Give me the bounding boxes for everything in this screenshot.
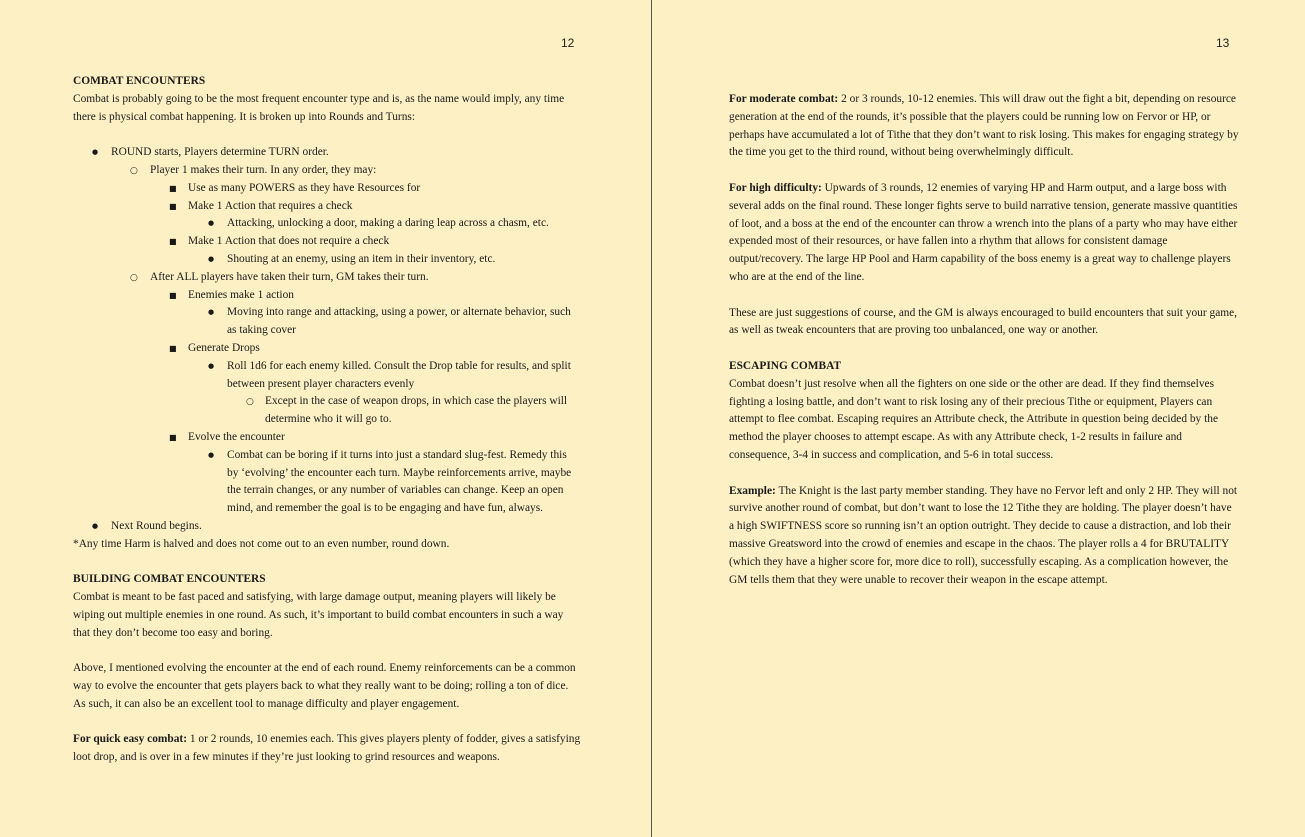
combat-round-list	[73, 144, 583, 536]
bullet-square-icon	[169, 429, 177, 448]
list-item: ○ After ALL players have taken their turn, GM takes their turn.	[73, 269, 583, 287]
list-item: ● ROUND starts, Players determine TURN order.	[73, 144, 583, 162]
high-difficulty-paragraph	[729, 180, 1239, 287]
list-item: ● Shouting at an enemy, using an item in their inventory, etc.	[73, 251, 583, 269]
list-item: ■ Make 1 Action that requires a check	[73, 198, 583, 216]
building-paragraph-2: Above, I mentioned evolving the encounter at the end of each round. Enemy reinforcements can be a common way to evolve the encounter that gets players back to what they really want to be doing; rolling a ton of dice. As such, it can also be an excellent tool to manage difficulty and player engagement.	[73, 662, 576, 710]
bullet-disc-icon	[208, 304, 214, 324]
left-page-content	[73, 73, 583, 767]
bullet-square-icon	[169, 180, 177, 199]
list-item: ○ Player 1 makes their turn. In any order, they may:	[73, 162, 583, 180]
bullet-square-icon	[169, 340, 177, 359]
list-item: ■ Generate Drops	[73, 340, 583, 358]
bullet-square-icon	[169, 233, 177, 252]
bullet-disc-icon	[92, 518, 98, 538]
right-page	[652, 0, 1305, 837]
list-item: ● Combat can be boring if it turns into just a standard slug-fest. Remedy this by ‘evolving’ the encounter each turn. Maybe reinforcements arrive, maybe the terrain changes, or any number of variables can change. Keep an open mind, and remember the goal is to be engaging and have fun, always.	[73, 447, 583, 518]
moderate-combat-text: 2 or 3 rounds, 10-12 enemies. This will draw out the fight a bit, depending on resource generation at the end of the rounds, it’s possible that the players could be running low on Fervor or HP, or perhaps have accumulated a lot of Tithe that they don’t want to risk losing. This makes for engaging strategy by the time you get to the third round, without being overwhelmingly difficult.	[729, 93, 1239, 159]
list-item: ● Next Round begins.	[73, 518, 583, 536]
escaping-paragraph: Combat doesn’t just resolve when all the fighters on one side or the other are dead. If they find themselves fighting a losing battle, and don’t want to risk losing any of their precious Tithe or equipment, Players can attempt to flee combat. Escaping requires an Attribute check, the Attribute in question being decided by the method the player chooses to attempt escape. As with any Attribute check, 1-2 results in failure and consequence, 3-4 in success and complication, and 5-6 in total success.	[729, 377, 1219, 461]
bullet-disc-icon	[208, 447, 214, 467]
right-page-content	[729, 91, 1239, 589]
example-paragraph	[729, 483, 1239, 590]
escaping-combat-heading: ESCAPING COMBAT	[729, 359, 842, 372]
example-label: Example:	[729, 484, 776, 497]
combat-encounters-heading: COMBAT ENCOUNTERS	[73, 75, 206, 87]
left-page	[0, 0, 651, 837]
bullet-square-icon	[169, 287, 177, 306]
page-number: 12	[561, 36, 575, 50]
bullet-square-icon	[169, 198, 177, 217]
high-difficulty-label: For high difficulty:	[729, 181, 822, 194]
list-item: ○ Except in the case of weapon drops, in which case the players will determine who it will go to.	[73, 393, 583, 429]
list-item: ■ Make 1 Action that does not require a check	[73, 233, 583, 251]
moderate-combat-label: For moderate combat:	[729, 93, 839, 105]
list-item: ● Attacking, unlocking a door, making a daring leap across a chasm, etc.	[73, 215, 583, 233]
list-item: ■ Use as many POWERS as they have Resources for	[73, 180, 583, 198]
example-text: The Knight is the last party member standing. They have no Fervor left and only 2 HP. They will not survive another round of combat, but don’t want to lose the 12 Tithe they are holding. The player doesn’t have a high SWIFTNESS score so running isn’t an option outright. They decide to cause a distraction, and lob their massive Greatsword into the crowd of enemies and escape in the chaos. The player rolls a 4 for BRUTALITY (which they have a higher score for, more dice to roll), successfully escaping. As a complication however, the GM tells them that they were unable to recover their weapon in the escape attempt.	[729, 484, 1238, 586]
harm-note: *Any time Harm is halved and does not come out to an even number, round down.	[73, 537, 450, 550]
list-item: ● Roll 1d6 for each enemy killed. Consult the Drop table for results, and split between present player characters evenly	[73, 358, 583, 394]
bullet-disc-icon	[208, 358, 214, 378]
quick-combat-paragraph	[73, 731, 583, 767]
list-item: ■ Evolve the encounter	[73, 429, 583, 447]
quick-combat-label: For quick easy combat:	[73, 733, 188, 746]
list-item: ■ Enemies make 1 action	[73, 287, 583, 305]
moderate-combat-paragraph	[729, 91, 1239, 162]
quick-combat-text: 1 or 2 rounds, 10 enemies each. This gives players plenty of fodder, gives a satisfying loot drop, and is over in a few minutes if they’re just looking to grind resources and weapons.	[73, 733, 581, 764]
list-item: ● Moving into range and attacking, using a power, or alternate behavior, such as taking cover	[73, 304, 583, 340]
bullet-circle-icon	[246, 393, 254, 413]
page-number: 13	[1216, 36, 1230, 50]
combat-intro-paragraph: Combat is probably going to be the most frequent encounter type and is, as the name would imply, any time there is physical combat happening. It is broken up into Rounds and Turns:	[73, 92, 565, 123]
building-paragraph-1: Combat is meant to be fast paced and satisfying, with large damage output, meaning players will likely be wiping out multiple enemies in one round. As such, it’s important to build combat encounters in such a way that they don’t become too easy and boring.	[73, 591, 564, 639]
high-difficulty-text: Upwards of 3 rounds, 12 enemies of varying HP and Harm output, and a large boss with several adds on the final round. These longer fights serve to build narrative tension, generate massive quantities of loot, and a boss at the end of the encounter can throw a wrench into the plans of a party who may have either expended most of their resources, or have fallen into a rhythm that allows for consistent damage output/recovery. The large HP Pool and Harm capability of the boss enemy is a great way to challenge players who are at the end of the line.	[729, 181, 1238, 283]
suggestions-paragraph: These are just suggestions of course, and the GM is always encouraged to build encounters that suit your game, as well as tweak encounters that are proving too unbalanced, one way or another.	[729, 306, 1238, 337]
building-encounters-heading: BUILDING COMBAT ENCOUNTERS	[73, 573, 266, 586]
